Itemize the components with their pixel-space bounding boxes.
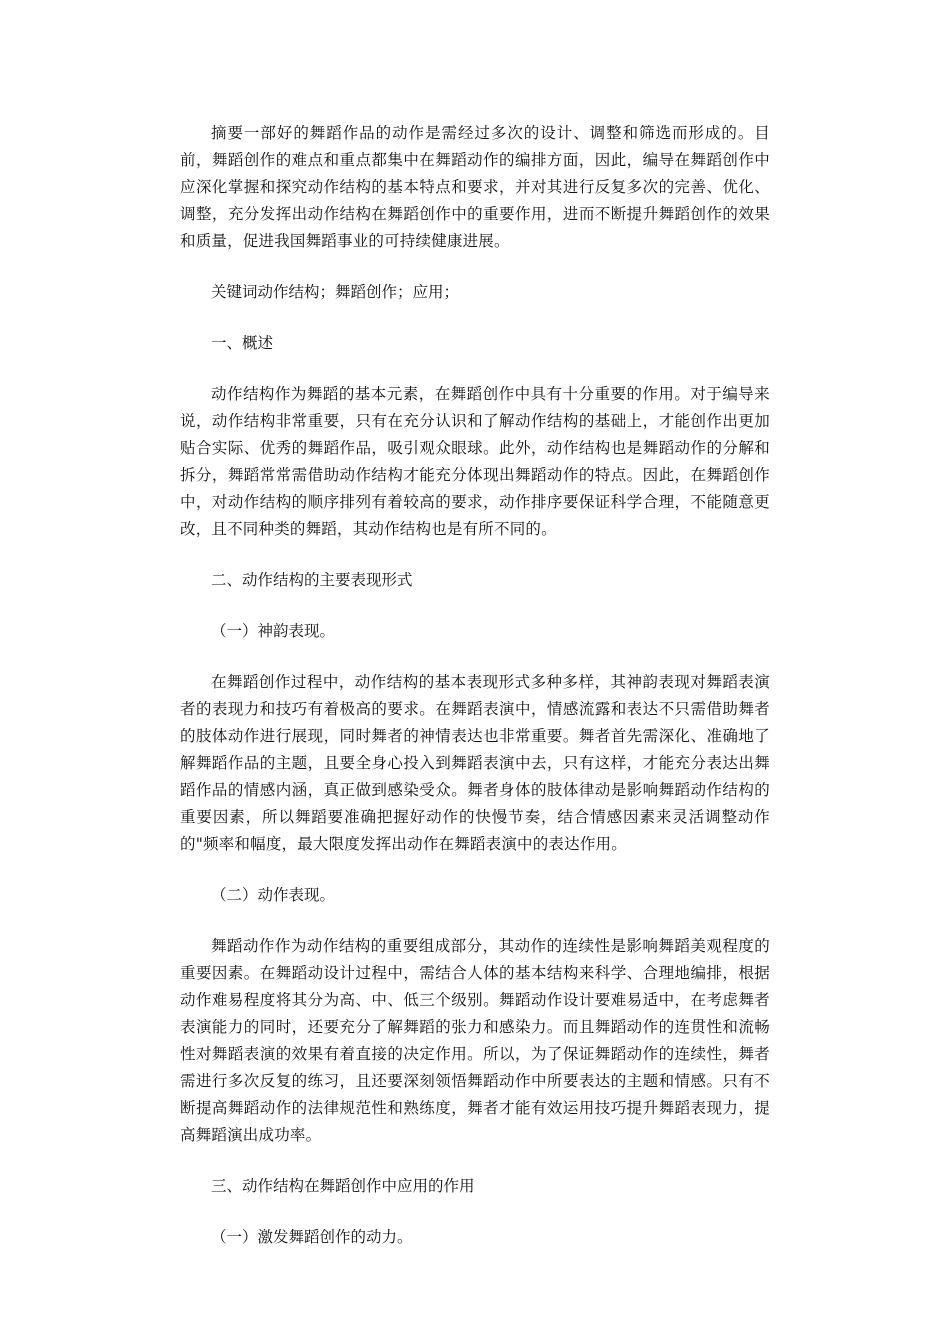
section-2-sub-2-paragraph: 舞蹈动作作为动作结构的重要组成部分，其动作的连续性是影响舞蹈美观程度的重要因素。在舞蹈动设计过程中，需结合人体的基本结构来科学、合理地编排，根据动作难易程度将其分为高、中、低三个级别。舞蹈动作设计要难易适中，在考虑舞者表演能力的同时，还要充分了解舞蹈的张力和感染力。而且舞蹈动作的连贯性和流畅性对舞蹈表演的效果有着直接的决定作用。所以，为了保证舞蹈动作的连续性，舞者需进行多次反复的练习，且还要深刻领悟舞蹈动作中所要表达的主题和情感。只有不断提高舞蹈动作的法律规范性和熟练度，舞者才能有效运用技巧提升舞蹈表现力，提高舞蹈演出成功率。 bbox=[180, 937, 770, 1144]
section-2-sub-1-heading: （一）神韵表现。 bbox=[211, 622, 336, 640]
section-2-sub-2-heading: （二）动作表现。 bbox=[211, 886, 336, 904]
section-2-sub-1-paragraph: 在舞蹈创作过程中，动作结构的基本表现形式多种多样，其神韵表现对舞蹈表演者的表现力和技巧有着极高的要求。在舞蹈表演中，情感流露和表达不只需借助舞者的肢体动作进行展现，同时舞者的神情表达也非常重要。舞者首先需深化、准确地了解舞蹈作品的主题，且要全身心投入到舞蹈表演中去，只有这样，才能充分表达出舞蹈作品的情感内涵，真正做到感染受众。舞者身体的肢体律动是影响舞蹈动作结构的重要因素，所以舞蹈要准确把握好动作的快慢节奏，结合情感因素来灵活调整动作的"频率和幅度，最大限度发挥出动作在舞蹈表演中的表达作用。 bbox=[180, 673, 770, 853]
keywords-line: 关键词动作结构；舞蹈创作；应用； bbox=[211, 283, 460, 301]
abstract-paragraph: 摘要一部好的舞蹈作品的动作是需经过多次的设计、调整和筛选而形成的。目前，舞蹈创作的难点和重点都集中在舞蹈动作的编排方面，因此，编导在舞蹈创作中应深化掌握和探究动作结构的基本特点和要求，并对其进行反复多次的完善、优化、调整，充分发挥出动作结构在舞蹈创作中的重要作用，进而不断提升舞蹈创作的效果和质量，促进我国舞蹈事业的可持续健康进展。 bbox=[180, 124, 770, 250]
section-3-heading: 三、动作结构在舞蹈创作中应用的作用 bbox=[211, 1177, 475, 1195]
section-2-heading: 二、动作结构的主要表现形式 bbox=[211, 571, 413, 589]
section-1-heading: 一、概述 bbox=[211, 334, 274, 352]
section-3-sub-1-heading: （一）激发舞蹈创作的动力。 bbox=[211, 1228, 413, 1246]
document-page bbox=[180, 120, 770, 1275]
section-1-paragraph: 动作结构作为舞蹈的基本元素，在舞蹈创作中具有十分重要的作用。对于编导来说，动作结构非常重要，只有在充分认识和了解动作结构的基础上，才能创作出更加贴合实际、优秀的舞蹈作品，吸引观众眼球。此外，动作结构也是舞蹈动作的分解和拆分，舞蹈常常需借助动作结构才能充分体现出舞蹈动作的特点。因此，在舞蹈创作中，对动作结构的顺序排列有着较高的要求，动作排序要保证科学合理，不能随意更改，且不同种类的舞蹈，其动作结构也是有所不同的。 bbox=[180, 385, 770, 538]
